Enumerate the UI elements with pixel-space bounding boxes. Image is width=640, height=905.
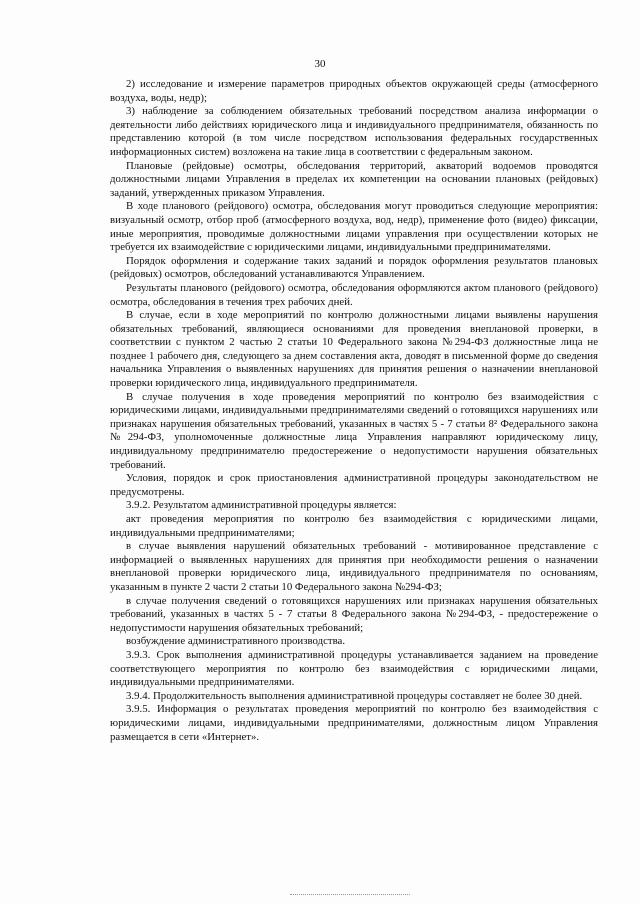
paragraph: Плановые (рейдовые) осмотры, обследования территорий, акваторий водоемов проводятся должностными лицами Управления в пределах их компетенции на основании плановых (рейдовых) заданий, утвержденных приказом Управления. xyxy=(110,159,598,199)
paragraph: В случае, если в ходе мероприятий по контролю должностными лицами выявлены нарушения обязательных требований, являющиеся основаниями для проведения внеплановой проверки, в соответствии с пунктом 2 частью 2 статьи 10 Федерального закона №294-ФЗ должностные лица не позднее 1 рабочего дня, следующего за днем составления акта, доводят в письменной форме до сведения начальника Управления о выявленных нарушениях для принятия решения о назначении внеплановой проверки юридического лица, индивидуального предпринимателя. xyxy=(110,309,598,390)
paragraph: В ходе планового (рейдового) осмотра, обследования могут проводиться следующие мероприятия: визуальный осмотр, отбор проб (атмосферного воздуха, вод, недр), применение фото (видео) фиксации, иные мероприятия, проводимые должностными лицами управления при осуществлении которых не требуется их взаимодействие с юридическими лицами, индивидуальными предпринимателями. xyxy=(110,200,598,254)
paragraph: акт проведения мероприятия по контролю без взаимодействия с юридическими лицами, индивидуальными предпринимателями; xyxy=(110,513,598,539)
paragraph: 2) исследование и измерение параметров природных объектов окружающей среды (атмосферного воздуха, воды, недр); xyxy=(110,78,598,104)
paragraph: возбуждение административного производства. xyxy=(126,635,346,648)
document-body xyxy=(110,78,598,744)
paragraph: 3.9.4. Продолжительность выполнения административной процедуры составляет не более 30 дней. xyxy=(126,689,583,702)
paragraph: 3.9.3. Срок выполнения административной процедуры устанавливается заданием на проведение соответствующего мероприятия по контролю без взаимодействия с юридическими лицами, индивидуальными предпринимателями. xyxy=(110,648,598,689)
paragraph: В случае получения в ходе проведения мероприятий по контролю без взаимодействия с юридическими лицами, индивидуальными предпринимателями сведений о готовящихся нарушениях или признаках нарушения обязательных требований, указанных в частях 5 - 7 статьи 8² Федерального закона №294-ФЗ, уполномоченные должностные лица Управления направляют юридическому лицу, индивидуальному предпринимателю предостережение о недопустимости нарушения обязательных требований. xyxy=(110,390,598,471)
paragraph: 3.9.2. Результатом административной процедуры является: xyxy=(126,499,397,512)
paragraph: Результаты планового (рейдового) осмотра, обследования оформляются актом планового (рейдового) осмотра, обследования в течения трех рабочих дней. xyxy=(110,281,598,308)
paragraph: Порядок оформления и содержание таких заданий и порядок оформления результатов плановых (рейдовых) осмотров, обследований устанавливаются Управлением. xyxy=(110,254,598,281)
paragraph: 3) наблюдение за соблюдением обязательных требований посредством анализа информации о деятельности либо действиях юридического лица и индивидуального предпринимателя, обязанность по представлению которой (в том числе посредством использования федеральных государственных информационных систем) возложена на такие лица в соответствии с федеральным законом. xyxy=(110,105,598,158)
page-number: 30 xyxy=(314,58,326,70)
paragraph: в случае выявления нарушений обязательных требований - мотивированное представление с информацией о выявленных нарушениях для принятия при необходимости решения о назначении внеплановой проверки юридического лица, индивидуального предпринимателя по основаниям, указанным в пункте 2 части 2 статьи 10 Федерального закона №294-ФЗ; xyxy=(110,540,598,593)
scan-artifact-marks xyxy=(290,894,410,899)
paragraph: Условия, порядок и срок приостановления административной процедуры законодательством не предусмотрены. xyxy=(110,472,598,498)
paragraph: в случае получения сведений о готовящихся нарушениях или признаках нарушения обязательных требований, указанных в частях 5 - 7 статьи 8 Федерального закона №294-ФЗ, - предостережение о недопустимости нарушения обязательных требований; xyxy=(110,594,598,634)
paragraph: 3.9.5. Информация о результатах проведения мероприятий по контролю без взаимодействия с юридическими лицами, индивидуальными предпринимателями, должностным лицом Управления размещается в сети «Интернет». xyxy=(110,703,598,743)
